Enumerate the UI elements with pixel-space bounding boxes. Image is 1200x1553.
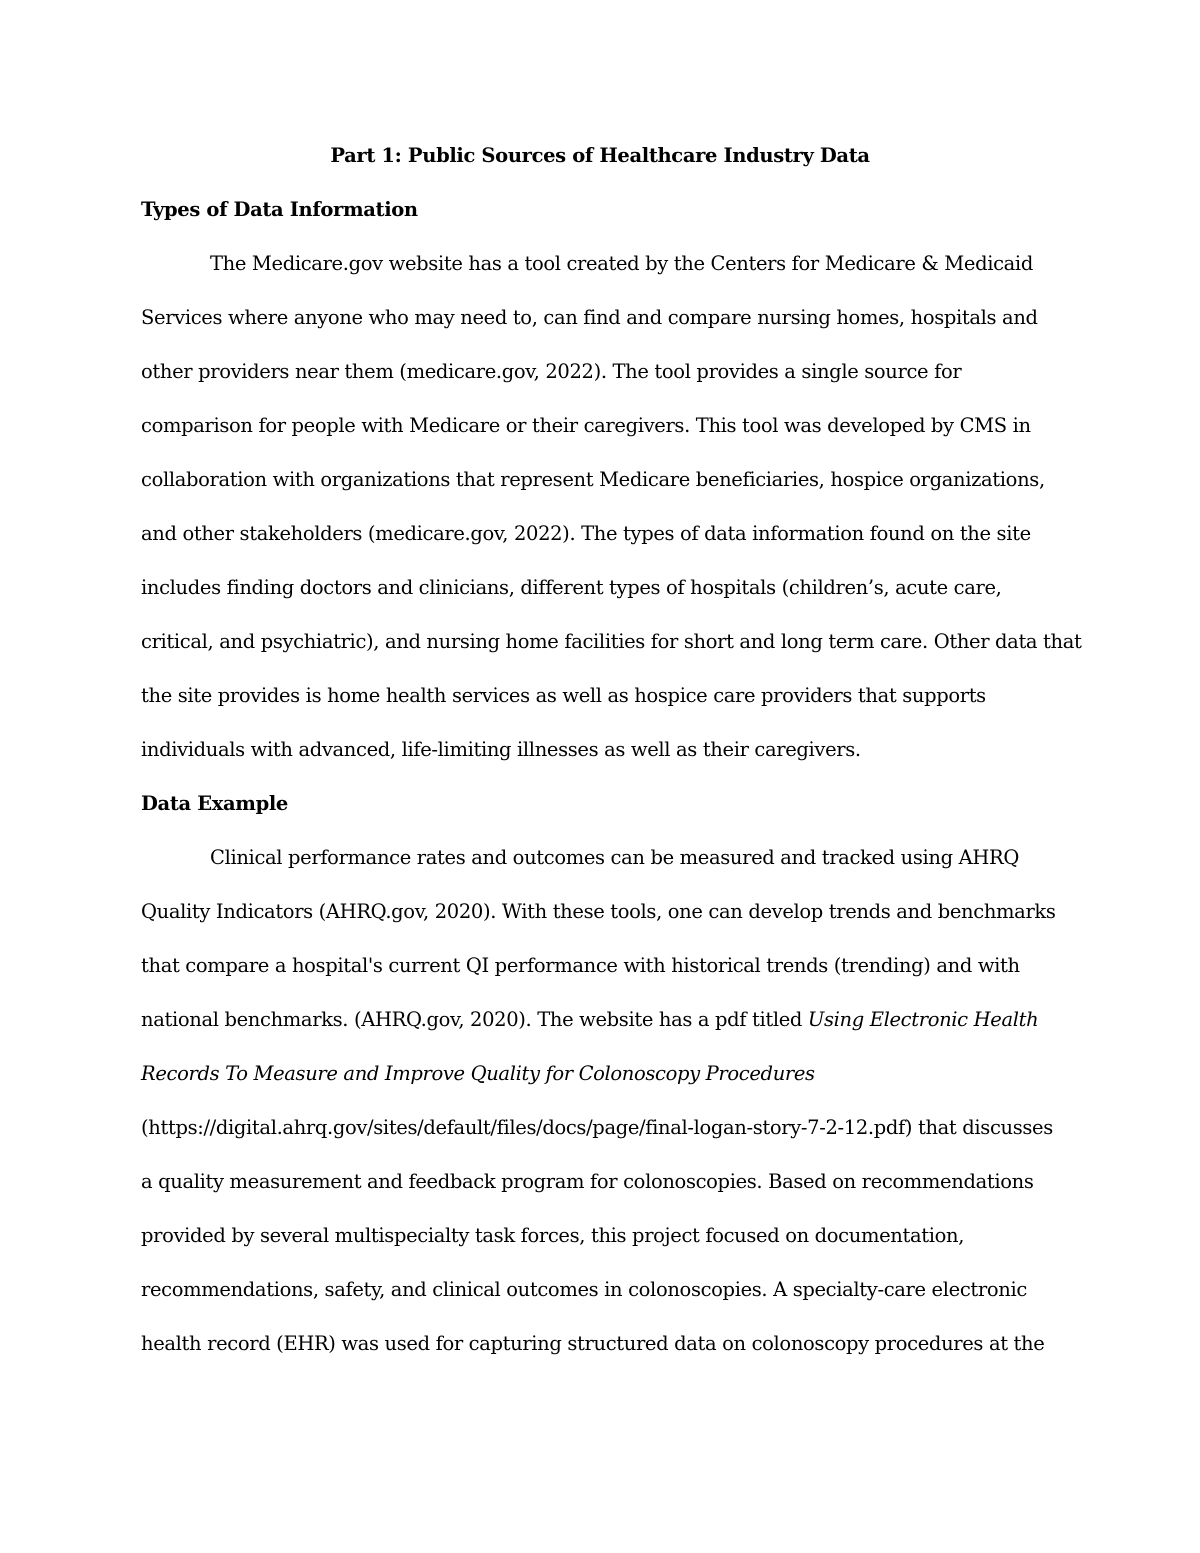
paragraph-line: Quality Indicators (AHRQ.gov, 2020). With these tools, one can develop trends and benchmarks	[141, 900, 1056, 923]
document-title-italic-continued: Records To Measure and Improve Quality for Colonoscopy Procedures	[141, 1062, 815, 1085]
paragraph-line: Services where anyone who may need to, can find and compare nursing homes, hospitals and	[141, 306, 1038, 329]
page-title: Part 1: Public Sources of Healthcare Industry Data	[330, 144, 870, 167]
paragraph-line: Clinical performance rates and outcomes can be measured and tracked using AHRQ	[210, 846, 1019, 869]
paragraph-line: the site provides is home health services as well as hospice care providers that supports	[141, 684, 986, 707]
paragraph-line: and other stakeholders (medicare.gov, 2022). The types of data information found on the site	[141, 522, 1031, 545]
paragraph-line: includes finding doctors and clinicians, different types of hospitals (children’s, acute care,	[141, 576, 1002, 599]
paragraph-line: other providers near them (medicare.gov, 2022). The tool provides a single source for	[141, 360, 962, 383]
paragraph-line: critical, and psychiatric), and nursing home facilities for short and long term care. Other data that	[141, 630, 1082, 653]
paragraph-line: that compare a hospital's current QI performance with historical trends (trending) and with	[141, 954, 1020, 977]
paragraph-line: individuals with advanced, life-limiting illnesses as well as their caregivers.	[141, 738, 861, 761]
section-heading-types: Types of Data Information	[141, 198, 418, 221]
paragraph-line: The Medicare.gov website has a tool created by the Centers for Medicare & Medicaid	[210, 252, 1033, 275]
paragraph-line: a quality measurement and feedback program for colonoscopies. Based on recommendations	[141, 1170, 1034, 1193]
paragraph-line: comparison for people with Medicare or their caregivers. This tool was developed by CMS in	[141, 414, 1031, 437]
paragraph-text: national benchmarks. (AHRQ.gov, 2020). The website has a pdf titled	[141, 1008, 808, 1031]
paragraph-line	[141, 1006, 1038, 1034]
paragraph-line: recommendations, safety, and clinical outcomes in colonoscopies. A specialty-care electronic	[141, 1278, 1027, 1301]
section-heading-data-example: Data Example	[141, 792, 288, 815]
paragraph-line-url: (https://digital.ahrq.gov/sites/default/files/docs/page/final-logan-story-7-2-12.pdf) that discusses	[141, 1116, 1053, 1139]
document-title-italic: Using Electronic Health	[807, 1008, 1039, 1031]
paragraph-line: provided by several multispecialty task forces, this project focused on documentation,	[141, 1224, 965, 1247]
paragraph-line: collaboration with organizations that represent Medicare beneficiaries, hospice organizations,	[141, 468, 1045, 491]
paragraph-line: health record (EHR) was used for capturing structured data on colonoscopy procedures at the	[141, 1332, 1045, 1355]
